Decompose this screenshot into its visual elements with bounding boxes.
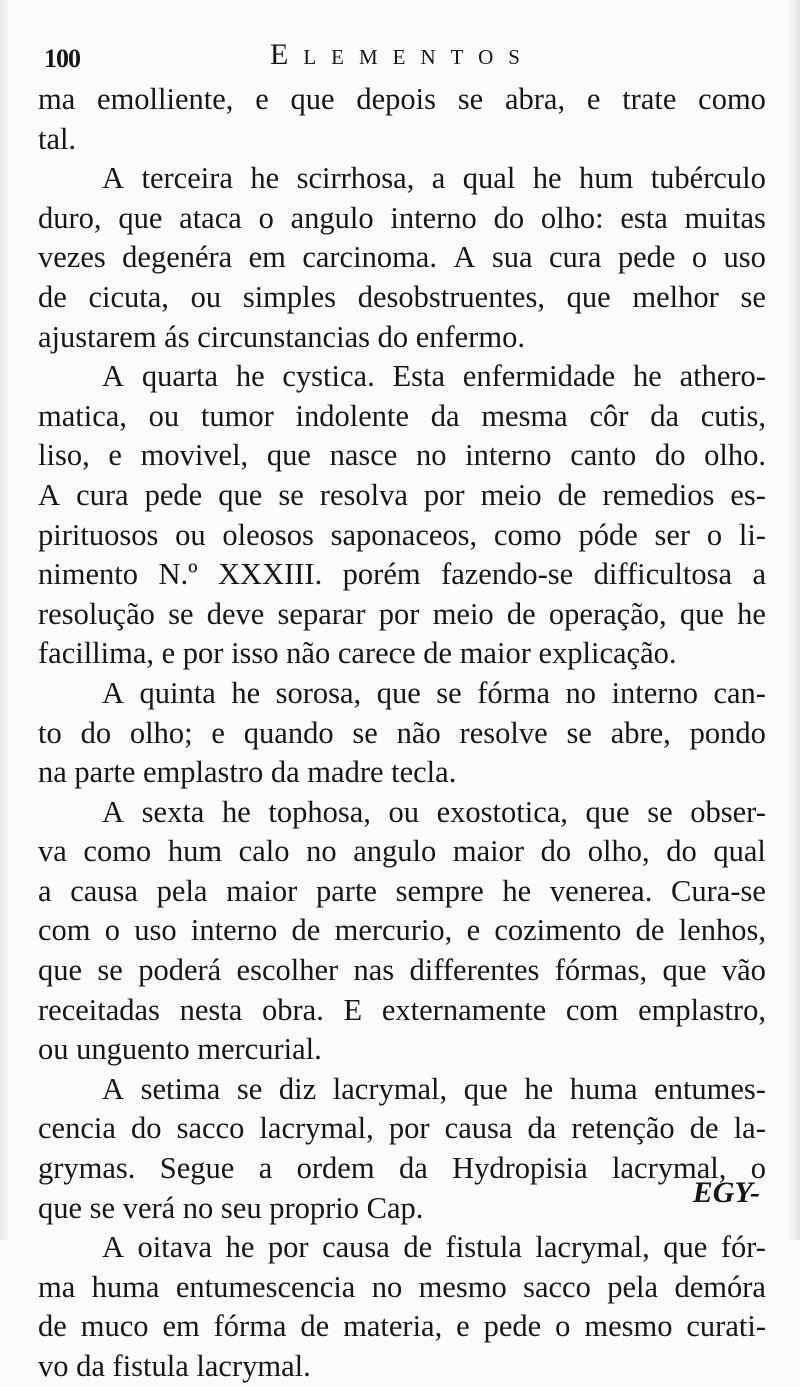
word: se: [740, 279, 766, 314]
word: cura: [76, 477, 129, 512]
word: lacrymal,: [259, 1111, 374, 1146]
word: pede: [483, 1309, 542, 1344]
text-line: [38, 674, 766, 714]
word: maior: [452, 834, 525, 869]
word: cutis,: [700, 398, 766, 433]
text-line: [38, 80, 766, 120]
word: A: [102, 675, 125, 710]
word: nimento: [38, 557, 138, 592]
word: causa: [322, 1230, 390, 1265]
word: mesmo: [418, 1269, 507, 1304]
page-number: 100: [44, 44, 80, 73]
word: se: [168, 596, 194, 631]
word: grymas.: [38, 1151, 136, 1186]
word: e: [255, 82, 269, 116]
text-line: [38, 1268, 766, 1308]
word: tophosa,: [268, 794, 371, 829]
word: he: [235, 359, 265, 394]
word: de: [38, 1309, 67, 1344]
word: de: [38, 279, 67, 314]
word: vão: [721, 953, 766, 988]
word: como: [698, 82, 766, 116]
word: no: [565, 675, 597, 710]
word: e: [466, 913, 481, 948]
word: diz: [278, 1071, 317, 1106]
word: como: [83, 834, 152, 869]
word: operação,: [548, 596, 667, 631]
text-line: [38, 476, 766, 516]
word: do: [130, 1111, 162, 1146]
word: que: [463, 1071, 508, 1106]
word: fórmas,: [554, 953, 648, 988]
word: obser-: [690, 794, 766, 829]
word: demóra: [674, 1269, 766, 1304]
word: do: [666, 834, 697, 869]
word: can-: [713, 675, 766, 710]
word: olho:: [540, 200, 604, 235]
word: se: [236, 1071, 263, 1106]
word: li-: [738, 517, 766, 552]
word: XXXIII.: [218, 557, 323, 592]
word: com: [565, 992, 619, 1027]
word: causa: [444, 1111, 513, 1146]
word: do: [654, 438, 686, 473]
word: exostotica,: [436, 794, 568, 829]
word: fistula: [445, 1230, 522, 1265]
word: olho;: [129, 715, 193, 750]
word: nesta: [179, 992, 243, 1027]
text-line: [38, 278, 766, 318]
word: cencia: [38, 1111, 116, 1146]
word: deve: [206, 596, 265, 631]
word: ou: [175, 517, 206, 552]
word: canto: [570, 438, 637, 473]
word: se: [457, 82, 484, 116]
word: quarta: [141, 359, 219, 394]
word: sacco: [523, 1269, 591, 1304]
word: receitadas: [38, 992, 160, 1027]
word: he: [632, 359, 662, 394]
word: depois: [356, 82, 436, 116]
word: em: [248, 240, 286, 275]
word: la-: [733, 1111, 766, 1146]
word: por: [378, 596, 420, 631]
word: pondo: [689, 715, 766, 750]
word: saponaceos,: [330, 517, 478, 552]
word: a: [38, 873, 52, 908]
word: com: [38, 913, 91, 948]
scan-shadow-left: [0, 0, 10, 1240]
word: muco: [80, 1309, 149, 1344]
word: he: [225, 1230, 255, 1265]
word: athero-: [679, 359, 766, 394]
word: he: [532, 161, 562, 196]
text-line: [38, 357, 766, 397]
text-line: [38, 1109, 766, 1149]
text-line: [38, 436, 766, 476]
word: lacrymal,: [612, 1151, 727, 1186]
text-line: [38, 1307, 766, 1347]
word: hum: [167, 834, 223, 869]
text-line: facillima, e por isso não carece de maior explicação.: [38, 636, 677, 671]
word: não: [396, 715, 441, 750]
word: parte: [316, 873, 377, 908]
word: sorosa,: [275, 675, 362, 710]
word: de: [635, 913, 665, 948]
word: de: [403, 1230, 433, 1265]
word: o: [555, 1309, 571, 1344]
word: se: [566, 715, 592, 750]
word: tumor: [200, 398, 274, 433]
word: duro,: [38, 200, 102, 235]
word: tubérculo: [650, 161, 766, 196]
word: como: [493, 517, 562, 552]
word: ou: [388, 794, 420, 829]
text-line: [38, 872, 766, 912]
text-line: [38, 1070, 766, 1110]
word: no: [371, 1269, 403, 1304]
word: que: [118, 200, 163, 235]
word: to: [38, 715, 62, 750]
text-line: [38, 832, 766, 872]
word: o: [258, 200, 274, 235]
text-line: [38, 714, 766, 754]
word: olho,: [587, 834, 650, 869]
word: indolente: [295, 398, 410, 433]
word: olho.: [704, 438, 766, 473]
word: que: [218, 477, 263, 512]
word: se: [97, 953, 123, 988]
word: que: [566, 279, 611, 314]
word: E: [343, 992, 363, 1027]
word: de: [506, 596, 536, 631]
word: he: [737, 596, 766, 631]
word: oleosos: [222, 517, 314, 552]
word: de: [689, 1111, 719, 1146]
text-line: tal.: [38, 121, 77, 156]
text-line: na parte emplastro da madre tecla.: [38, 755, 457, 790]
word: desobstruentes,: [357, 279, 545, 314]
word: A: [102, 1230, 125, 1265]
word: que: [585, 794, 630, 829]
text-line: [38, 516, 766, 556]
word: que: [266, 438, 311, 473]
word: qual: [713, 834, 766, 869]
word: a: [258, 1151, 273, 1186]
word: degenéra: [122, 240, 233, 275]
word: em: [162, 1309, 200, 1344]
word: da: [398, 1151, 428, 1186]
word: póde: [578, 517, 638, 552]
word: quinta: [139, 675, 216, 710]
text-line: [38, 951, 766, 991]
word: por: [267, 1230, 309, 1265]
word: porém: [342, 557, 421, 592]
word: Hydropisia: [452, 1151, 588, 1186]
word: esta: [620, 200, 668, 235]
text-line: [38, 555, 766, 595]
word: nas: [353, 953, 395, 988]
word: quando: [243, 715, 334, 750]
word: o: [104, 913, 121, 948]
word: resolve: [459, 715, 548, 750]
word: va: [38, 834, 67, 869]
word: uso: [134, 913, 177, 948]
word: pela: [156, 873, 208, 908]
word: interno: [611, 675, 698, 710]
word: nasce: [329, 438, 398, 473]
word: cicuta,: [88, 279, 169, 314]
text-line: ou unguento mercurial.: [38, 1032, 322, 1067]
word: cystica.: [282, 359, 375, 394]
word: vezes: [38, 240, 106, 275]
word: pela: [607, 1269, 659, 1304]
word: causa: [70, 873, 138, 908]
word: da: [650, 398, 679, 433]
word: entumescencia: [175, 1269, 356, 1304]
word: muitas: [684, 200, 766, 235]
scan-shadow-right: [788, 0, 800, 1240]
word: es-: [730, 477, 766, 512]
word: ordem: [296, 1151, 375, 1186]
word: da: [430, 398, 460, 433]
word: no: [306, 834, 337, 869]
word: sempre: [395, 873, 484, 908]
page-footer: [38, 1172, 760, 1212]
word: sacco: [176, 1111, 245, 1146]
word: fórma: [477, 675, 551, 710]
word: ou: [148, 398, 180, 433]
word: obra.: [262, 992, 324, 1027]
word: interno: [465, 438, 552, 473]
word: que: [290, 82, 335, 116]
text-line: [38, 199, 766, 239]
word: abra,: [504, 82, 566, 116]
word: angulo: [353, 834, 437, 869]
word: scirrhosa,: [296, 161, 415, 196]
word: pede: [617, 240, 676, 275]
word: he: [502, 873, 532, 908]
word: terceira: [141, 161, 233, 196]
word: pirituosos: [38, 517, 159, 552]
word: por: [423, 477, 465, 512]
word: que: [663, 1230, 708, 1265]
word: A: [102, 161, 125, 196]
word: fazendo-se: [441, 557, 574, 592]
word: por: [388, 1111, 430, 1146]
word: lacrymal,: [535, 1230, 650, 1265]
word: movivel,: [140, 438, 249, 473]
word: externamente: [381, 992, 547, 1027]
word: qual: [462, 161, 516, 196]
word: separar: [277, 596, 366, 631]
word: se: [352, 715, 378, 750]
word: abre,: [610, 715, 671, 750]
word: materia,: [343, 1309, 443, 1344]
word: he: [524, 1071, 554, 1106]
word: ma: [38, 82, 76, 116]
word: interno: [190, 913, 278, 948]
word: fór-: [720, 1230, 766, 1265]
word: oitava: [137, 1230, 213, 1265]
word: do: [80, 715, 112, 750]
word: Cura-se: [671, 873, 766, 908]
word: ou: [190, 279, 222, 314]
word: maior: [226, 873, 298, 908]
word: cozimento: [494, 913, 622, 948]
text-line: [38, 911, 766, 951]
word: difficultosa: [593, 557, 732, 592]
word: se: [436, 675, 462, 710]
page-header: [38, 32, 760, 76]
text-line: que se verá no seu proprio Cap.: [38, 1190, 424, 1225]
word: emolliente,: [97, 82, 234, 116]
word: ma: [38, 1269, 76, 1304]
word: no: [415, 438, 447, 473]
text-line: ajustarem ás circunstancias do enfermo.: [38, 319, 525, 354]
text-line: [38, 793, 766, 833]
word: a: [752, 557, 766, 592]
text-line: [38, 238, 766, 278]
word: que: [662, 953, 707, 988]
word: liso,: [38, 438, 90, 473]
word: melhor: [632, 279, 719, 314]
word: N.º: [158, 557, 198, 592]
word: mesmo: [584, 1309, 673, 1344]
word: enfermidade: [462, 359, 616, 394]
word: fórma: [213, 1309, 287, 1344]
word: que: [376, 675, 421, 710]
word: e: [456, 1309, 470, 1344]
word: resolva: [319, 477, 408, 512]
word: huma: [91, 1269, 160, 1304]
text-line: [38, 159, 766, 199]
word: do: [540, 834, 572, 869]
word: angulo: [290, 200, 374, 235]
word: sexta: [141, 794, 205, 829]
text-line: [38, 991, 766, 1031]
word: he: [231, 675, 261, 710]
word: Esta: [392, 359, 445, 394]
word: da: [527, 1111, 557, 1146]
word: o: [691, 240, 708, 275]
word: uso: [723, 240, 766, 275]
text-line: vo da fistula lacrymal.: [38, 1349, 311, 1383]
word: a: [431, 161, 446, 196]
word: lenhos,: [678, 913, 766, 948]
word: he: [221, 794, 251, 829]
word: A: [102, 794, 125, 829]
word: meio: [480, 477, 542, 512]
word: escolher: [236, 953, 339, 988]
word: hum: [579, 161, 634, 196]
word: de: [557, 477, 587, 512]
word: e: [211, 715, 225, 750]
word: de: [291, 913, 321, 948]
word: mercurio,: [334, 913, 453, 948]
word: mesma: [481, 398, 568, 433]
text-line: [38, 1228, 766, 1268]
word: se: [647, 794, 673, 829]
running-head: Elementos: [270, 38, 535, 71]
word: sua: [491, 240, 533, 275]
word: A: [38, 477, 61, 512]
word: retenção: [571, 1111, 675, 1146]
text-line: [38, 595, 766, 635]
word: calo: [238, 834, 290, 869]
word: setima: [140, 1071, 221, 1106]
word: lacrymal,: [332, 1071, 448, 1106]
word: de: [300, 1309, 330, 1344]
word: A: [102, 359, 125, 394]
word: curati-: [686, 1309, 766, 1344]
word: A: [102, 1071, 125, 1106]
word: differentes: [409, 953, 540, 988]
word: o: [706, 517, 723, 552]
word: do: [493, 200, 525, 235]
word: ataca: [179, 200, 242, 235]
word: côr: [589, 398, 629, 433]
word: trate: [622, 82, 677, 116]
word: que: [38, 953, 83, 988]
text-line: [38, 397, 766, 437]
word: e: [586, 82, 601, 116]
word: carcinoma.: [302, 240, 437, 275]
word: huma: [569, 1071, 638, 1106]
word: se: [278, 477, 304, 512]
word: ser: [654, 517, 691, 552]
word: meio: [432, 596, 494, 631]
word: Segue: [159, 1151, 235, 1186]
word: he: [250, 161, 280, 196]
word: venerea.: [549, 873, 653, 908]
word: que: [679, 596, 724, 631]
word: resolução: [38, 596, 155, 631]
word: e: [108, 438, 122, 473]
word: A: [453, 240, 476, 275]
word: matica,: [38, 398, 127, 433]
word: emplastro,: [638, 992, 766, 1027]
word: simples: [242, 279, 337, 314]
word: cura: [548, 240, 602, 275]
word: remedios: [602, 477, 715, 512]
word: interno: [390, 200, 477, 235]
word: o: [750, 1151, 766, 1186]
word: entumes-: [654, 1071, 766, 1106]
word: pede: [144, 477, 203, 512]
catchword: EGY-: [692, 1176, 760, 1209]
word: poderá: [138, 953, 222, 988]
